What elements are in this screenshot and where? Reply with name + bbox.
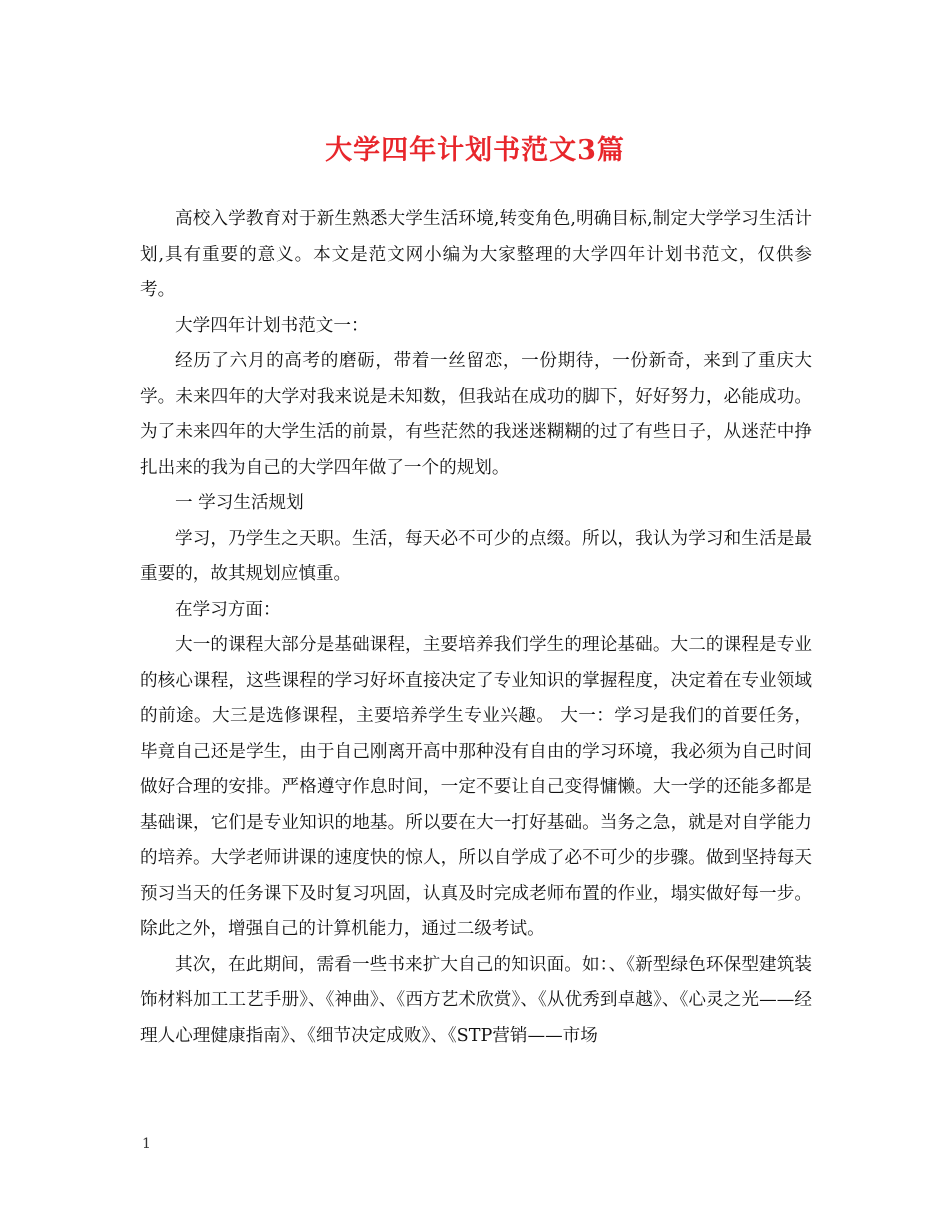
paragraph-section-heading: 一 学习生活规划	[175, 493, 304, 513]
paragraph-heading-sample-one: 大学四年计划书范文一：	[175, 315, 369, 336]
paragraph-courses: 大一的课程大部分是基础课程，主要培养我们学生的理论基础。大二的课程是专业的核心课程，这些课程的学习好坏直接决定了专业知识的掌握程度，决定着在专业领域的前途。大三是选修课程，主要培养学生专业兴趣。 大一：学习是我们的首要任务，毕竟自己还是学生，由于自己刚离开高中那种没有自由的学习环境，我必须为自己时间做好合理的安排。严格遵守作息时间，一定不要让自己变得慵懒。大一学的还能多都是基础课，它们是专业知识的地基。所以要在大一打好基础。当务之急，就是对自学能力的培养。大学老师讲课的速度快的惊人，所以自学成了必不可少的步骤。做到坚持每天预习当天的任务课下及时复习巩固，认真及时完成老师布置的作业，塌实做好每一步。除此之外，增强自己的计算机能力，通过二级考试。	[140, 635, 812, 939]
paragraph-study-life: 学习，乃学生之天职。生活，每天必不可少的点缀。所以，我认为学习和生活是最重要的，故其规划应慎重。	[140, 528, 812, 584]
page-number: 1	[142, 1136, 151, 1152]
document-body	[140, 202, 812, 1054]
paragraph-intro: 高校入学教育对于新生熟悉大学生活环境,转变角色,明确目标,制定大学学习生活计划,具有重要的意义。本文是范文网小编为大家整理的大学四年计划书范文，仅供参考。	[140, 209, 812, 300]
paragraph-study-aspect: 在学习方面：	[175, 599, 281, 620]
document-title: 大学四年计划书范文3篇	[325, 135, 625, 166]
paragraph-reading-list: 其次，在此期间，需看一些书来扩大自己的知识面。如：、《新型绿色环保型建筑装饰材料加工工艺手册》、《神曲》、《西方艺术欣赏》、《从优秀到卓越》、《心灵之光——经理人心理健康指南》、《细节决定成败》、《STP营销——市场	[140, 954, 812, 1046]
paragraph-experience: 经历了六月的高考的磨砺，带着一丝留恋，一份期待，一份新奇，来到了重庆大学。未来四年的大学对我来说是未知数，但我站在成功的脚下，好好努力，必能成功。为了未来四年的大学生活的前景，有些茫然的我迷迷糊糊的过了有些日子，从迷茫中挣扎出来的我为自己的大学四年做了一个的规划。	[140, 351, 812, 478]
